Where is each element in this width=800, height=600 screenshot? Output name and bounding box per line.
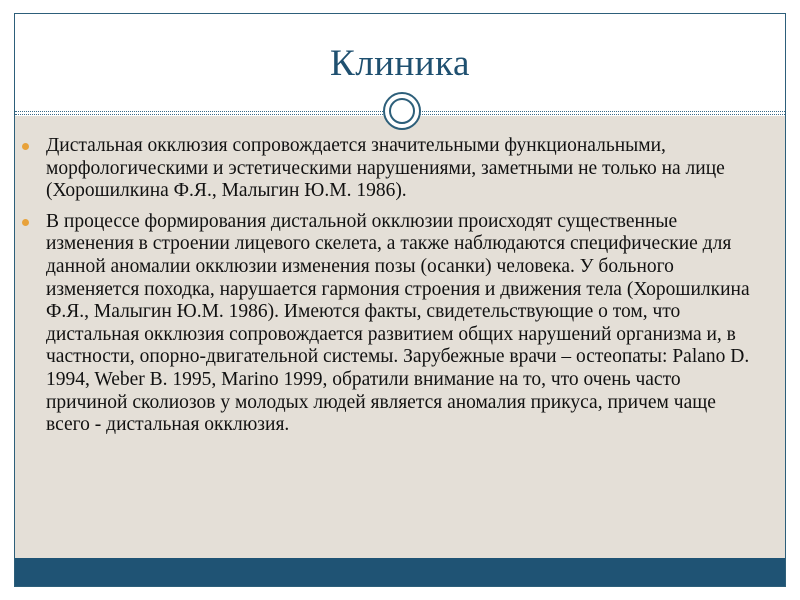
bullet-item [20, 135, 755, 203]
bullet-item [20, 211, 755, 437]
bullet-dot-icon [22, 219, 29, 226]
bullet-text: В процессе формирования дистальной окклюзии происходят существенные изменения в строении лицевого скелета, а также наблюдаются специфические для данной аномалии окклюзии изменения позы (осанки) человека. У больного изменяется походка, нарушается гармония строения и движения тела (Хорошилкина Ф.Я., Малыгин Ю.М. 1986). Имеются факты, свидетельствующие о том, что дистальная окклюзия сопровождается развитием общих нарушений организма и, в частности, опорно-двигательной системы. Зарубежные врачи – остеопаты: Palano D. 1994, Weber B. 1995, Marino 1999, обратили внимание на то, что очень часто причиной сколиозов у молодых людей является аномалия прикуса, причем чаще всего - дистальная окклюзия. [46, 210, 750, 436]
footer-bar [15, 558, 785, 586]
circle-ornament-inner [389, 98, 415, 124]
bullet-list [20, 135, 755, 445]
bullet-text: Дистальная окклюзия сопровождается значительными функциональными, морфологическими и эстетическими нарушениями, заметными не только на лице (Хорошилкина Ф.Я., Малыгин Ю.М. 1986). [46, 135, 725, 202]
bullet-dot-icon [22, 143, 29, 150]
slide-title: Клиника [330, 43, 470, 84]
circle-ornament-icon [383, 92, 421, 130]
